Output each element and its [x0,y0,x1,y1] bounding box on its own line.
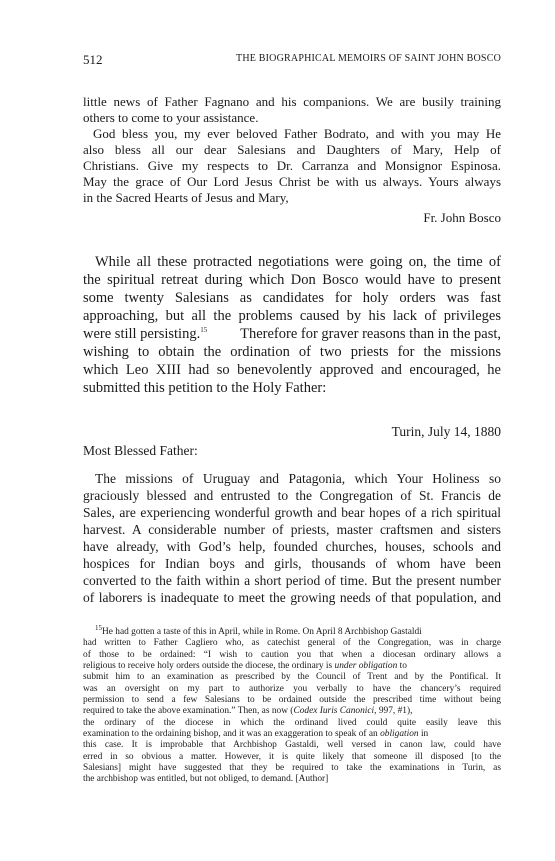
petition-line: harvest. A considerable number of priests, master craftsmen and sisters [83,522,501,537]
petition-line: The missions of Uruguay and Patagonia, which Your Holiness so [95,471,501,486]
footnote-line: required to take the above examination.” Then, as now (Codex Iuris Canonici, 997, #1), [83,706,413,716]
footnote-line: examination to the ordaining bishop, and it was an exaggeration to speak of an obligation in [83,729,429,739]
petition-line: Sales, are experiencing wonderful growth and bear hopes of a rich spiritual [83,505,501,520]
letter-line: in the Sacred Hearts of Jesus and Mary, [83,190,289,205]
narrative-text: Therefore for graver reasons than in the past, [240,326,501,342]
petition-line: graciously blessed and entrusted to the Congregation of St. Francis de [83,488,501,503]
narrative-line: submitted this petition to the Holy Father: [83,380,327,396]
narrative-line: which Leo XIII had so benevolently approved and encouraged, he [83,362,501,378]
narrative-line: wishing to obtain the ordination of two priests for the missions [83,344,501,360]
running-title: THE BIOGRAPHICAL MEMOIRS OF SAINT JOHN BOSCO [236,53,501,64]
footnote-line: permission to send a few Salesians to be ordained outside the prescribed time without being [83,695,501,705]
footnote-line: the ordinary of the diocese in which the ordinand lived could quite easily leave this [83,718,501,728]
narrative-text: were still persisting. [83,326,201,342]
petition-line: have already, with God’s help, founded churches, houses, schools and [83,539,501,554]
letter-line: also bless all our dear Salesians and Daughters of Mary, Help of [83,142,501,157]
letter-line: others to come to your assistance. [83,110,259,125]
dateline: Turin, July 14, 1880 [391,424,501,439]
footnote-line: erred in so obvious a matter. However, it is quite likely that someone ill disposed [to the [83,752,501,762]
narrative-line: the spiritual retreat during which Don Bosco would have to present [83,272,501,288]
footnote-line: submit him to an examination as prescribed by the Council of Trent and by the Pontifical. It [83,672,501,682]
footnote-line: Salesians] might have suggested that they be required to take the examinations in Turin, as [83,763,501,773]
footnote-line: the archbishop was entitled, but not obliged, to demand. [Author] [83,774,329,784]
page-header [83,52,501,70]
footnote-line: was an oversight on my part to authorize you verbally to have the chancery’s required [83,684,501,694]
letter-line: May the grace of Our Lord Jesus Christ be with us always. Yours always [83,174,501,189]
petition-line: of laborers is inadequate to meet the growing needs of that population, and [83,590,501,605]
narrative-line: While all these protracted negotiations were going on, the time of [95,254,501,270]
footnote-line: had written to Father Cagliero who, as catechist general of the Congregation, was in charge [83,638,501,648]
narrative-line-with-footnote [83,325,501,343]
page-number: 512 [83,52,103,67]
narrative-line: approaching, but all the problems caused by his lack of privileges [83,308,501,324]
petition-line: converted to the faith within a short period of time. But the present number [83,573,501,588]
footnote-reference: 15 [200,326,208,335]
footnote-line: of those to be ordained: “I wish to caution you that when a diocesan ordinary allows a [83,650,501,660]
signature: Fr. John Bosco [423,210,501,225]
footnote-number: 15 [95,623,102,632]
petition-line: hospices for Indian boys and girls, thousands of whom have been [83,556,501,571]
footnote-line: $^{15}$He had gotten a taste of this in April, while in Rome. On April 8 Archbishop Gastaldi [95,623,422,637]
footnote-line: this case. It is improbable that Archbishop Gastaldi, well versed in canon law, could have [83,740,501,750]
letter-line: little news of Father Fagnano and his companions. We are busily training [83,94,501,109]
footnote-line: religious to receive holy orders outside the diocese, the ordinary is under obligation to [83,661,407,671]
letter-line: God bless you, my ever beloved Father Bodrato, and with you may He [93,126,501,141]
letter-line: Christians. Give my respects to Dr. Carranza and Monsignor Espinosa. [83,158,501,173]
salutation: Most Blessed Father: [83,443,198,458]
narrative-line: some twenty Salesians as candidates for holy orders was fast [83,290,501,306]
